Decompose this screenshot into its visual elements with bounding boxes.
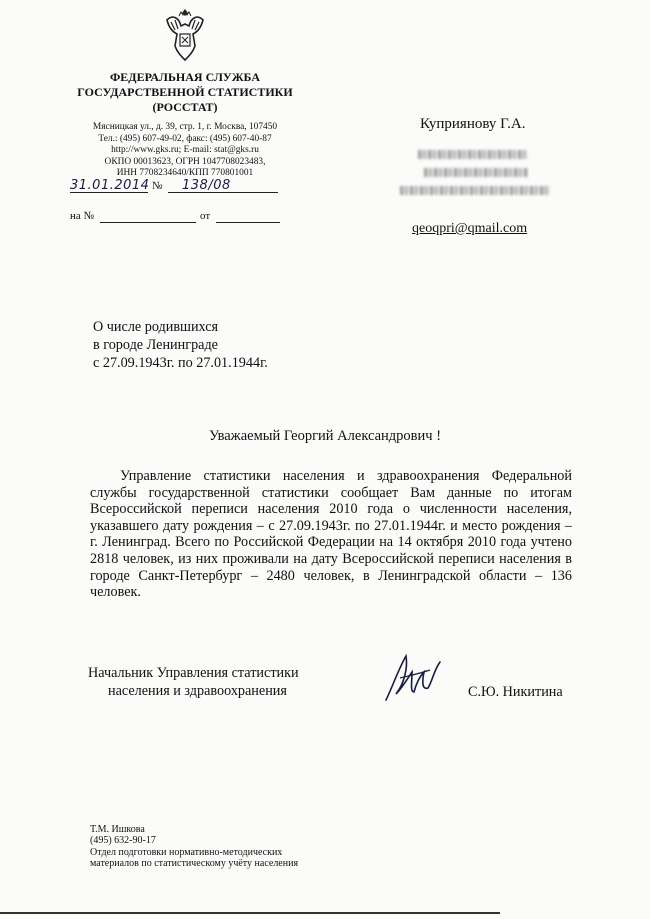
footer-line: материалов по статистическому учёту населения	[90, 858, 299, 870]
signatory-name: С.Ю. Никитина	[468, 684, 563, 700]
footer-line: Т.М. Ишкова	[90, 824, 145, 835]
subject-line: О числе родившихся	[93, 319, 219, 335]
executor-info	[90, 824, 298, 870]
position-line: Начальник Управления статистики	[88, 665, 299, 681]
org-line: ФЕДЕРАЛЬНАЯ СЛУЖБА	[110, 70, 260, 84]
coat-of-arms-emblem	[163, 6, 207, 64]
org-line: ГОСУДАРСТВЕННОЙ СТАТИСТИКИ	[77, 85, 293, 99]
recipient-name: Куприянову Г.А.	[420, 116, 526, 132]
subject-line: в городе Ленинграде	[93, 337, 218, 353]
page-edge-line	[0, 912, 500, 914]
recipient-email: qeoqpri@qmail.com	[412, 221, 528, 236]
subject-line: с 27.09.1943г. по 27.01.1944г.	[93, 355, 268, 371]
registration-date-number	[70, 180, 290, 200]
footer-line: (495) 632-90-17	[90, 835, 156, 847]
organization-name	[60, 70, 310, 115]
number-sign: №	[152, 180, 163, 192]
position-line: населения и здравоохранения	[108, 683, 287, 699]
redacted-address	[400, 148, 550, 208]
letter-subject	[93, 318, 268, 372]
organization-contacts	[60, 122, 310, 180]
reference-from: от	[200, 210, 211, 222]
footer-line: Отдел подготовки нормативно-методических	[90, 846, 283, 858]
body-paragraph: Управление статистики населения и здравоохранения Федеральной службы государственной статистики сообщает Вам данные по итогам Всероссийской переписи населения 2010 года о численности населения, указавшего дату рождения – с 27.09.1943г. по 27.01.1944г. и место рождения – г. Ленинград. Всего по Российской Федерации на 14 октября 2010 года учтено 2818 человек, из них проживали на дату Всероссийской переписи населения в городе Санкт-Петербург – 2480 человек, в Ленинградской области – 136 человек.	[90, 468, 572, 601]
letter-date: 31.01.2014	[70, 178, 150, 193]
reference-line	[70, 210, 290, 230]
greeting: Уважаемый Георгий Александрович !	[208, 428, 442, 444]
contact-line: http://www.gks.ru; E-mail: stat@gks.ru	[111, 145, 259, 156]
org-line: (РОССТАТ)	[152, 100, 218, 114]
handwritten-signature	[378, 648, 448, 708]
letter-body	[90, 468, 572, 601]
contact-line: ОКПО 00013623, ОГРН 1047708023483,	[104, 156, 266, 167]
reference-prefix: на №	[70, 210, 95, 222]
contact-line: ИНН 7708234640/КПП 770801001	[116, 168, 254, 179]
signatory-position	[88, 664, 299, 700]
contact-line: Тел.: (495) 607-49-02, факс: (495) 607-40-87	[98, 133, 272, 144]
contact-line: Мясницкая ул., д. 39, стр. 1, г. Москва, 107450	[92, 122, 278, 132]
letter-number: 138/08	[182, 178, 231, 193]
